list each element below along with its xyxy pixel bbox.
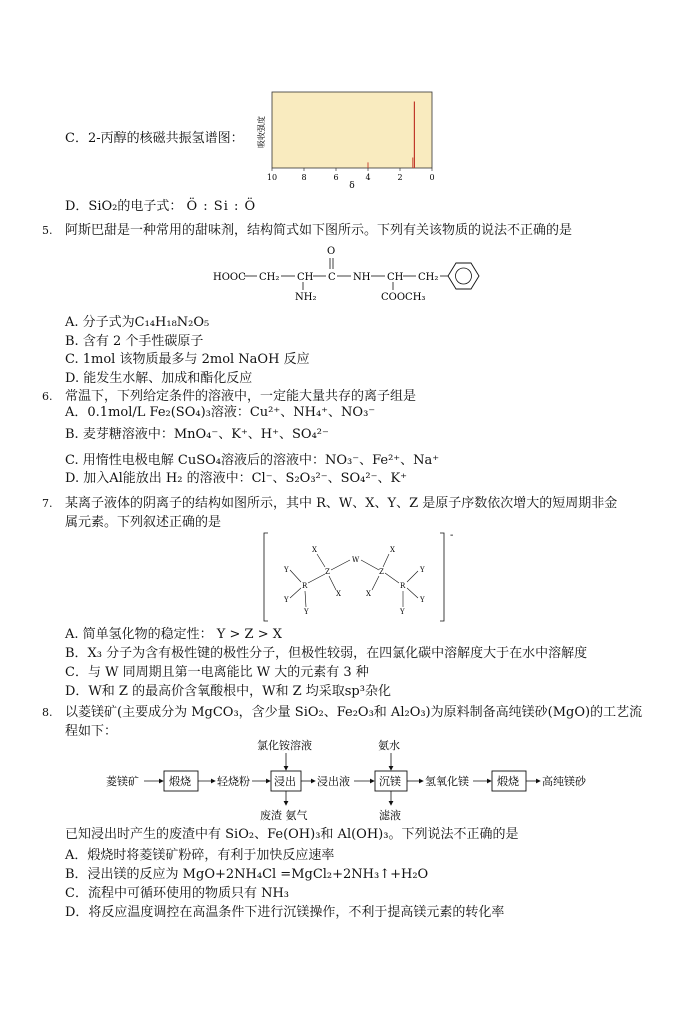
struct-ch2b: CH₂ [418, 272, 439, 283]
flow-box2-label: 浸出 [274, 775, 296, 788]
struct-ch-a: CH [297, 272, 314, 283]
struct-nh: NH [353, 272, 371, 283]
process-flow [100, 735, 620, 825]
nmr-tick-label-1: 8 [301, 173, 307, 182]
q7-option-d: D．W和 Z 的最高价含氧酸根中，W和 Z 均采取sp³杂化 [65, 684, 391, 699]
q6-option-d: D. 加入Al能放出 H₂ 的溶液中：Cl⁻、S₂O₃²⁻、SO₄²⁻、K⁺ [65, 471, 408, 486]
flow-mid1: 轻烧粉 [217, 775, 250, 788]
atom-r-left: R [302, 582, 308, 590]
struct-cooch3: COOCH₃ [381, 292, 426, 303]
q4-option-d [65, 198, 256, 215]
q7-stem-line1: 某离子液体的阴离子的结构如图所示，其中 R、W、X、Y、Z 是原子序数依次增大的短周期非金 [65, 496, 618, 511]
atom-y-l3: Y [304, 608, 309, 616]
atom-x-r1: X [390, 546, 395, 554]
flow-bot2: 滤液 [379, 809, 401, 822]
flow-box1-label: 煅烧 [169, 775, 191, 788]
flow-top2: 氨水 [378, 739, 400, 752]
q8-option-b: B．浸出镁的反应为 MgO+2NH₄Cl =MgCl₂+2NH₃↑+H₂O [65, 867, 429, 882]
atom-z-left: Z [325, 568, 330, 576]
nmr-tick-label-4: 2 [397, 173, 403, 182]
atom-y-r2: Y [420, 596, 425, 604]
struct-ch2a: CH₂ [259, 272, 280, 283]
q4-option-c: C．2-丙醇的核磁共振氢谱图： [65, 131, 244, 146]
atom-y-l1: Y [284, 566, 289, 574]
q8-stem-line2: 程如下： [65, 724, 118, 739]
q7-stem-line2: 属元素。下列叙述正确的是 [65, 515, 222, 530]
nmr-tick-label-0: 10 [266, 173, 278, 182]
q6-stem: 常温下，下列给定条件的溶液中，一定能大量共存的离子组是 [65, 389, 417, 404]
nmr-chart [250, 88, 445, 193]
atom-y-r1: Y [420, 566, 425, 574]
q7-number: 7. [42, 497, 53, 510]
q7-option-c: C．与 W 同周期且第一电离能比 W 大的元素有 3 种 [65, 665, 369, 680]
q5-option-c: C. 1mol 该物质最多与 2mol NaOH 反应 [65, 352, 310, 367]
anion-structure [262, 530, 462, 626]
atom-r-right: R [400, 582, 406, 590]
q6-option-c: C. 用惰性电极电解 CuSO₄溶液后的溶液中：NO₃⁻、Fe²⁺、Na⁺ [65, 453, 440, 468]
q6-number: 6. [42, 390, 53, 403]
q5-option-d: D. 能发生水解、加成和酯化反应 [65, 371, 253, 386]
atom-y-r3: Y [400, 608, 405, 616]
q6-option-b: B. 麦芽糖溶液中：MnO₄⁻、K⁺、H⁺、SO₄²⁻ [65, 427, 329, 442]
nmr-ticks [267, 168, 435, 182]
anion-charge: - [450, 530, 454, 541]
struct-c: C [328, 272, 336, 283]
nmr-plot-area [272, 92, 432, 168]
nmr-ylabel: 吸收强度 [257, 116, 266, 148]
struct-ch-b: CH [387, 272, 404, 283]
struct-hooc: HOOC [213, 272, 246, 283]
q7-option-b: B．X₃ 分子为含有极性键的极性分子，但极性较弱，在四氯化碳中溶解度大于在水中溶解度 [65, 646, 588, 661]
q4-option-d-label: D．SiO₂的电子式： [65, 199, 183, 214]
nmr-tick-label-2: 6 [333, 173, 339, 182]
flow-product: 高纯镁砂 [542, 775, 586, 788]
q5-option-a: A. 分子式为C₁₄H₁₈N₂O₅ [65, 315, 210, 330]
flow-box3-label: 沉镁 [379, 775, 401, 788]
q8-stem-line1: 以菱镁矿(主要成分为 MgCO₃，含少量 SiO₂、Fe₂O₃和 Al₂O₃)为原料制备高纯镁砂(MgO)的工艺流 [65, 705, 643, 720]
flow-raw: 菱镁矿 [106, 775, 139, 788]
nmr-tick-label-5: 0 [429, 173, 435, 182]
flow-mid3: 氢氧化镁 [425, 775, 469, 788]
atom-y-l2: Y [284, 596, 289, 604]
q8-note: 已知浸出时产生的废渣中有 SiO₂、Fe(OH)₃和 Al(OH)₃。下列说法不正确的是 [65, 827, 519, 842]
benzene-ring [448, 263, 479, 289]
q5-number: 5. [42, 224, 53, 237]
atom-z-right: Z [379, 568, 384, 576]
nmr-xlabel: δ [349, 181, 355, 191]
q7-option-a: A. 简单氢化物的稳定性： Y > Z > X [65, 627, 282, 642]
atom-x-l1: X [312, 546, 317, 554]
struct-o: O [327, 246, 336, 257]
atom-x-r2: X [366, 590, 371, 598]
q8-option-c: C．流程中可循环使用的物质只有 NH₃ [65, 886, 290, 901]
flow-box4-label: 煅烧 [497, 775, 519, 788]
sio2-electron-formula: Ö : Si : Ö [186, 199, 257, 214]
atom-x-l2: X [336, 590, 341, 598]
flow-top1: 氯化铵溶液 [257, 739, 312, 752]
q8-number: 8. [42, 706, 53, 719]
flow-mid2: 浸出液 [317, 775, 350, 788]
aspartame-structure [205, 240, 495, 310]
q8-option-a: A．煅烧时将菱镁矿粉碎，有利于加快反应速率 [65, 848, 335, 863]
struct-nh2: NH₂ [295, 292, 317, 303]
atom-w: W [352, 556, 360, 564]
q5-option-b: B. 含有 2 个手性碳原子 [65, 334, 204, 349]
q6-option-a: A．0.1mol/L Fe₂(SO₄)₃溶液：Cu²⁺、NH₄⁺、NO₃⁻ [65, 405, 376, 420]
q5-stem: 阿斯巴甜是一种常用的甜味剂，结构简式如下图所示。下列有关该物质的说法不正确的是 [65, 223, 573, 238]
nmr-tick-label-3: 4 [365, 173, 371, 182]
flow-bot1: 废渣 氨气 [260, 809, 308, 822]
q8-option-d: D．将反应温度调控在高温条件下进行沉镁操作，不利于提高镁元素的转化率 [65, 905, 505, 920]
